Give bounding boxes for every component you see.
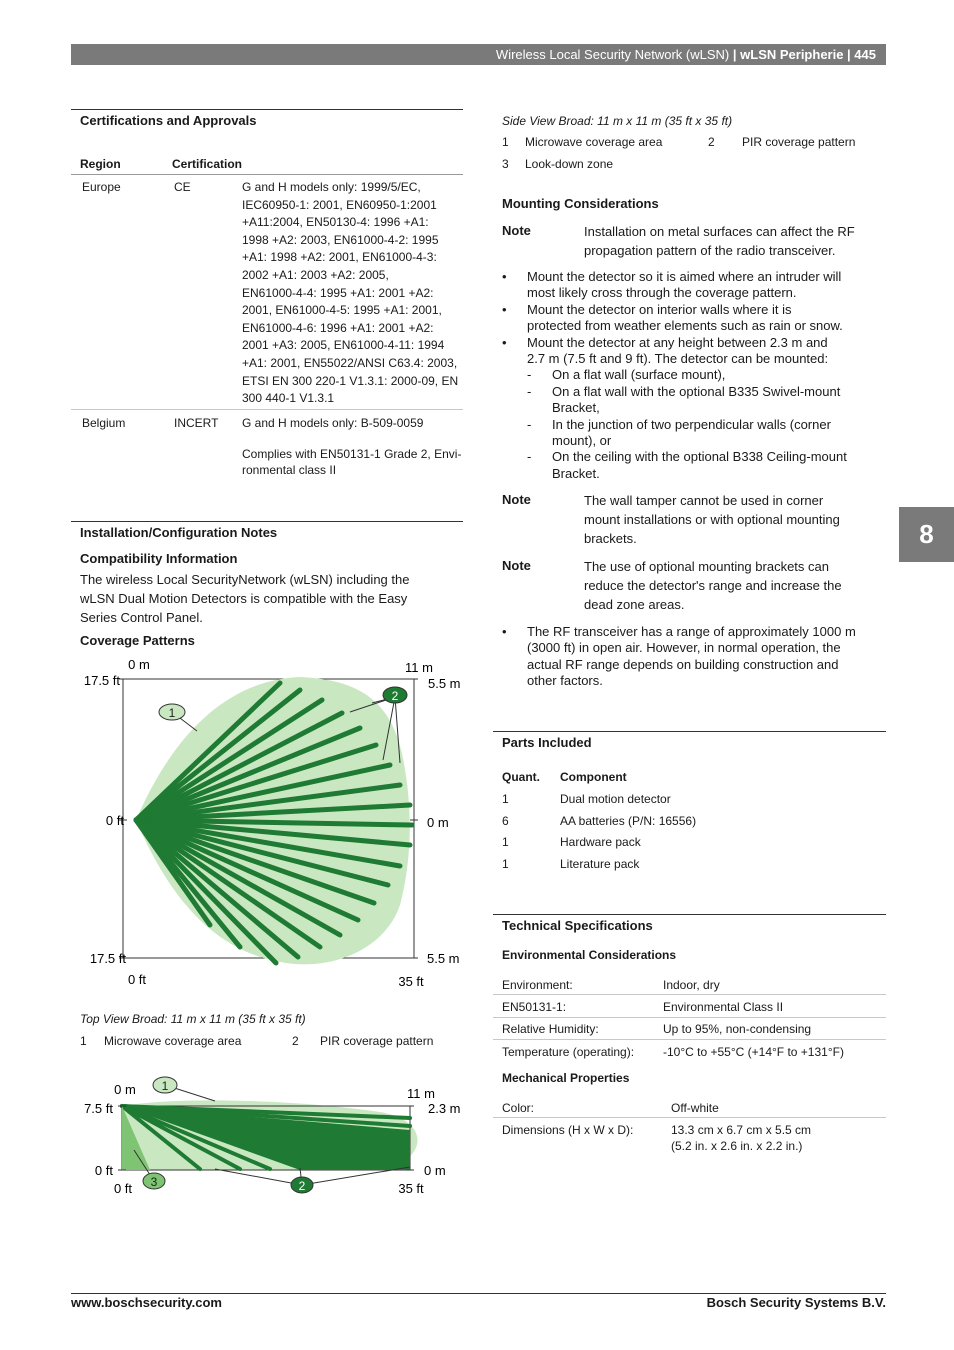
text-line: Bracket. (552, 465, 600, 481)
legend-text: Microwave coverage area (525, 135, 663, 149)
top-right-m-label: 11 m (405, 660, 433, 675)
left-bottom-label: 0 ft (94, 1163, 113, 1178)
cert-line: IEC60950-1: 2001, EN60950-1:2001 (242, 197, 437, 212)
text-line: Series Control Panel. (80, 610, 203, 625)
cert-belgium-line3: ronmental class II (242, 463, 337, 477)
right-bottom-label: 0 m (424, 1163, 446, 1178)
text-line: The wall tamper cannot be used in corner (584, 493, 824, 508)
cert-europe-details (242, 179, 464, 408)
section-rule (493, 731, 886, 732)
page-header: Wireless Local Security Network (wLSN) | wLSN Peripherie | 445 (71, 44, 886, 65)
cert-line: +A11:2004, EN50130-4: 1996 +A1: (242, 215, 429, 230)
sub-list-item (527, 417, 892, 450)
text-line: • The RF transceiver has a range of approximately 1000 m (527, 624, 856, 639)
spec-key: Temperature (operating): (502, 1045, 635, 1059)
sub-list-item (527, 367, 892, 383)
text-line: - In the junction of two perpendicular walls (corner (552, 416, 831, 432)
installation-title: Installation/Configuration Notes (80, 525, 278, 540)
side-view-diagram (70, 1070, 470, 1200)
text-line: wLSN Dual Motion Detectors is compatible with the Easy (80, 591, 408, 606)
text-line: dead zone areas. (584, 597, 685, 612)
text-line: (3000 ft) in open air. However, in normal operation, the (527, 640, 841, 656)
cert-line: EN61000-4-6: 1996 +A1: 2001 +A2: (242, 320, 434, 335)
callout-1: 1 (168, 706, 176, 720)
spec-value: 13.3 cm x 6.7 cm x 5.5 cm (671, 1123, 812, 1137)
cert-line: 300 440-1 V1.3.1 (242, 391, 335, 406)
text-line: most likely cross through the coverage pattern. (527, 285, 797, 301)
cert-line: +A1: 2001, EN55022/ANSI C63.4: 2003, (242, 355, 458, 370)
top-left-m-label: 0 m (128, 657, 150, 672)
legend-num: 1 (502, 135, 509, 149)
left-bottom-label: 17.5 ft (89, 951, 126, 966)
certifications-title: Certifications and Approvals (80, 113, 257, 128)
text-line: - On the ceiling with the optional B338 Ceiling-mount (552, 449, 847, 465)
spec-value: Environmental Class II (663, 1000, 784, 1014)
spec-key: EN50131-1: (502, 1000, 567, 1014)
text-line: propagation pattern of the radio transceiver. (584, 243, 836, 258)
col-component: Component (560, 770, 627, 784)
list-item (502, 302, 892, 335)
callout-3: 3 (150, 1175, 158, 1189)
specs-title: Technical Specifications (502, 918, 653, 933)
top-view-diagram (70, 650, 470, 995)
top-left-ft-label: 17.5 ft (83, 673, 120, 688)
bottom-left-label: 0 ft (113, 1181, 133, 1196)
cert-line: +A1: 1998 +A2: 2001, EN61000-4-3: (242, 250, 437, 265)
part-quant: 1 (502, 835, 509, 849)
sub-list-item (527, 449, 892, 482)
cert-line: ETSI EN 300 220-1 V1.3.1: 2000-09, EN (242, 373, 459, 388)
part-quant: 1 (502, 792, 509, 806)
header-title: Wireless Local Security Network (wLSN) (495, 47, 730, 62)
sub-list-item (527, 384, 892, 417)
part-component: Hardware pack (560, 835, 641, 849)
part-quant: 6 (502, 814, 509, 828)
note-text (584, 557, 889, 614)
legend-text: Look-down zone (525, 157, 614, 171)
row-divider (493, 994, 886, 995)
text-line: Installation on metal surfaces can affect the RF (584, 224, 855, 239)
right-top-label: 2.3 m (428, 1101, 461, 1116)
legend-num: 2 (708, 135, 715, 149)
section-rule (71, 521, 463, 522)
row-divider (493, 1039, 886, 1040)
cert-line: G and H models only: 1999/5/EC, (242, 180, 421, 194)
note-text (584, 222, 889, 260)
bottom-left-label: 0 ft (127, 972, 147, 987)
cert-belgium-line1: G and H models only: B-509-0059 (242, 416, 424, 430)
footer-website[interactable]: www.boschsecurity.com (71, 1295, 222, 1310)
col-certification: Certification (172, 157, 243, 171)
text-line: other factors. (527, 673, 603, 689)
legend-num: 3 (502, 157, 509, 171)
text-line: brackets. (584, 531, 637, 546)
callout-leader-2 (215, 1169, 302, 1185)
text-line: actual RF range depends on building construction and (527, 656, 839, 672)
right-mid-label: 0 m (427, 815, 449, 830)
list-item (502, 335, 892, 483)
callout-1: 1 (161, 1079, 169, 1093)
mech-title: Mechanical Properties (502, 1071, 630, 1085)
bottom-right-label: 35 ft (398, 974, 424, 989)
section-rule (71, 109, 463, 110)
cert-line: 2001, EN61000-4-5: 1995 +A1: 2001, (242, 303, 442, 318)
spec-key: Dimensions (H x W x D): (502, 1123, 634, 1137)
cert-region-belgium: Belgium (82, 416, 126, 430)
cert-type-incert: INCERT (174, 416, 219, 430)
compat-text (80, 570, 465, 627)
list-item (502, 269, 892, 302)
top-left-m-label: 0 m (114, 1082, 136, 1097)
part-component: AA batteries (P/N: 16556) (560, 814, 697, 828)
row-divider (493, 1117, 886, 1118)
cert-type-ce: CE (174, 180, 191, 194)
legend-num: 1 (80, 1034, 87, 1048)
table-divider (71, 409, 463, 410)
note-label: Note (502, 223, 531, 238)
cert-line: EN61000-4-4: 1995 +A1: 2001 +A2: (242, 285, 434, 300)
bottom-right-label: 35 ft (398, 1181, 424, 1196)
note-label: Note (502, 492, 531, 507)
text-line: The wireless Local SecurityNetwork (wLSN) including the (80, 572, 410, 587)
parts-title: Parts Included (502, 735, 592, 750)
text-line: • Mount the detector so it is aimed where an intruder will (527, 269, 842, 284)
spec-value: -10°C to +55°C (+14°F to +131°F) (663, 1045, 844, 1059)
text-line: mount), or (552, 433, 612, 449)
legend-text: PIR coverage pattern (320, 1034, 434, 1048)
mounting-title: Mounting Considerations (502, 196, 659, 211)
text-line: reduce the detector's range and increase the (584, 578, 842, 593)
section-rule (493, 914, 886, 915)
left-mid-label: 0 ft (105, 813, 124, 828)
text-line: 2.7 m (7.5 ft and 9 ft). The detector can be mounted: (527, 351, 829, 367)
text-line: • Mount the detector on interior walls where it is (527, 301, 792, 317)
text-line: mount installations or with optional mounting (584, 512, 840, 527)
top-view-caption: Top View Broad: 11 m x 11 m (35 ft x 35 ft) (80, 1012, 306, 1026)
rf-list (502, 624, 892, 690)
note-label: Note (502, 558, 531, 573)
spec-value: Indoor, dry (663, 978, 720, 992)
mounting-list (502, 269, 892, 482)
left-top-label: 7.5 ft (84, 1101, 113, 1116)
spec-value: Off-white (671, 1101, 719, 1115)
side-view-caption: Side View Broad: 11 m x 11 m (35 ft x 35 ft) (502, 114, 733, 128)
callout-2: 2 (298, 1179, 306, 1193)
text-line: The use of optional mounting brackets can (584, 559, 829, 574)
spec-value: (5.2 in. x 2.6 in. x 2.2 in.) (671, 1139, 803, 1153)
cert-belgium-line2: Complies with EN50131-1 Grade 2, Envi- (242, 447, 462, 461)
row-divider (493, 1017, 886, 1018)
note-text (584, 491, 889, 548)
col-region: Region (80, 157, 121, 171)
spec-key: Relative Humidity: (502, 1022, 599, 1036)
text-line: protected from weather elements such as rain or snow. (527, 318, 843, 334)
legend-text: PIR coverage pattern (742, 135, 856, 149)
legend-text: Microwave coverage area (104, 1034, 242, 1048)
footer-company: Bosch Security Systems B.V. (706, 1295, 886, 1310)
coverage-title: Coverage Patterns (80, 633, 195, 648)
callout-2: 2 (391, 689, 399, 703)
spec-key: Environment: (502, 978, 573, 992)
cert-region-europe: Europe (82, 180, 121, 194)
right-bottom-label: 5.5 m (427, 951, 460, 966)
col-quant: Quant. (502, 770, 540, 784)
part-component: Literature pack (560, 857, 640, 871)
part-component: Dual motion detector (560, 792, 671, 806)
cert-line: 1998 +A2: 2003, EN61000-4-2: 1995 (242, 232, 439, 247)
text-line: • Mount the detector at any height between 2.3 m and (527, 334, 828, 350)
chapter-tab: 8 (899, 507, 954, 562)
spec-value: Up to 95%, non-condensing (663, 1022, 812, 1036)
text-line: - On a flat wall (surface mount), (552, 367, 726, 383)
top-right-m-label: 11 m (407, 1086, 435, 1101)
list-item (502, 624, 892, 690)
text-line: - On a flat wall with the optional B335 Swivel-mount (552, 383, 841, 399)
legend-num: 2 (292, 1034, 299, 1048)
text-line: Bracket, (552, 400, 600, 416)
part-quant: 1 (502, 857, 509, 871)
spec-key: Color: (502, 1101, 535, 1115)
compat-title: Compatibility Information (80, 551, 238, 566)
right-top-label: 5.5 m (428, 676, 461, 691)
cert-line: 2002 +A1: 2003 +A2: 2005, (242, 267, 389, 282)
header-section: wLSN Peripherie | 445 (740, 47, 876, 62)
env-title: Environmental Considerations (502, 948, 677, 962)
table-divider (71, 174, 463, 175)
cert-line: 2001 +A3: 2005, EN61000-4-11: 1994 (242, 338, 445, 353)
footer-rule (71, 1293, 886, 1294)
